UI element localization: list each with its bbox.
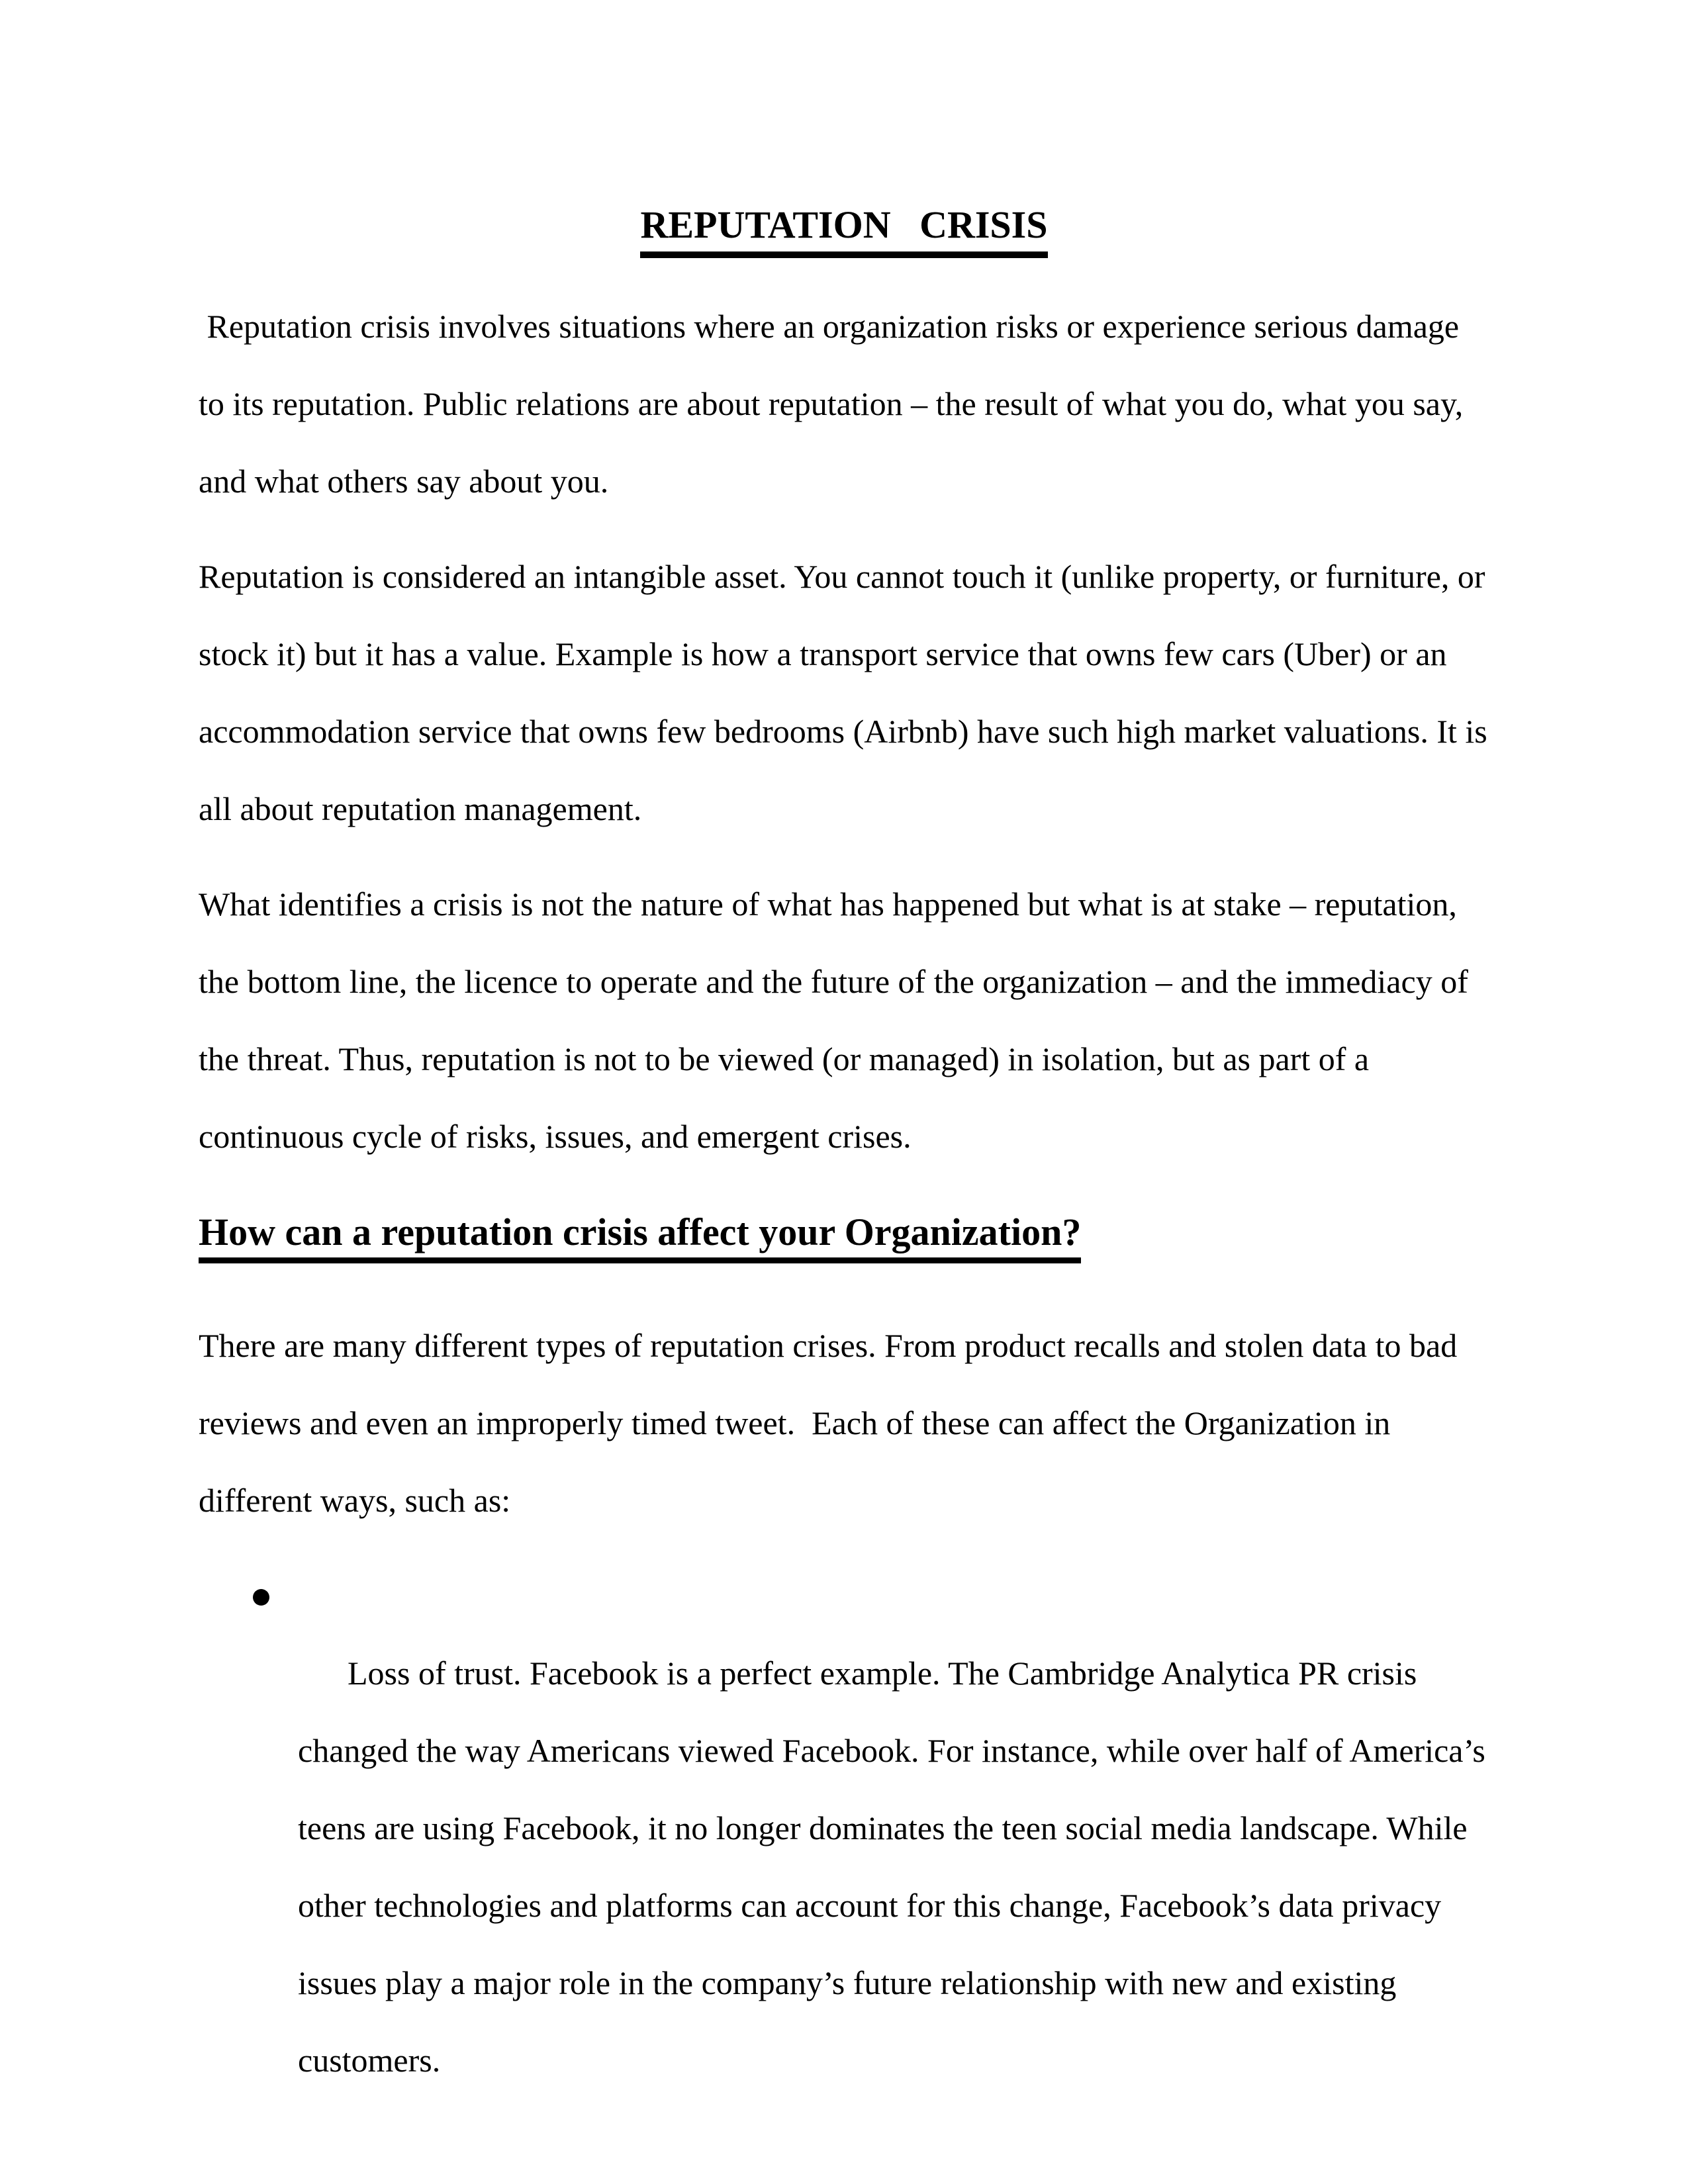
intro-paragraph-3: What identifies a crisis is not the nature of what has happened but what is at stake – reputation, the bottom line, the licence to operate and the future of the organization – and the immediacy of the threat. Thus, reputation is not to be viewed (or managed) in isolation, but as part of a continuous cycle of risks, issues, and emergent crises. bbox=[199, 886, 1477, 1155]
section-lead-paragraph: There are many different types of reputation crises. From product recalls and stolen data to bad reviews and even an improperly timed tweet. Each of these can affect the Organization in different ways, such as: bbox=[199, 1327, 1466, 1519]
bullet-icon bbox=[253, 1589, 269, 1606]
section-heading bbox=[199, 1193, 1489, 1271]
bullet-item-text: Loss of trust. Facebook is a perfect example. The Cambridge Analytica PR crisis changed the way Americans viewed Facebook. For instance, while over half of America’s teens are using Facebook, it no longer dominates the teen social media landscape. While other technologies and platforms can account for this change, Facebook’s data privacy issues play a major role in the company’s future relationship with new and existing customers. bbox=[298, 1655, 1494, 2079]
section-heading-text: How can a reputation crisis affect your Organization? bbox=[199, 1210, 1081, 1263]
intro-paragraph-1: Reputation crisis involves situations where an organization risks or experience serious damage to its reputation. Public relations are about reputation – the result of what you do, what you say, and what others say about you. bbox=[199, 308, 1472, 500]
document-title-text: REPUTATION CRISIS bbox=[640, 203, 1047, 258]
intro-paragraph-2: Reputation is considered an intangible asset. You cannot touch it (unlike property, or furniture, or stock it) but it has a value. Example is how a transport service that owns few cars (Uber) or an accommodation service that owns few bedrooms (Airbnb) have such high market valuations. It is all about reputation management. bbox=[199, 558, 1496, 827]
list-item bbox=[199, 1557, 1494, 2177]
bullet-list bbox=[199, 1557, 1494, 2177]
document-title bbox=[199, 195, 1489, 255]
